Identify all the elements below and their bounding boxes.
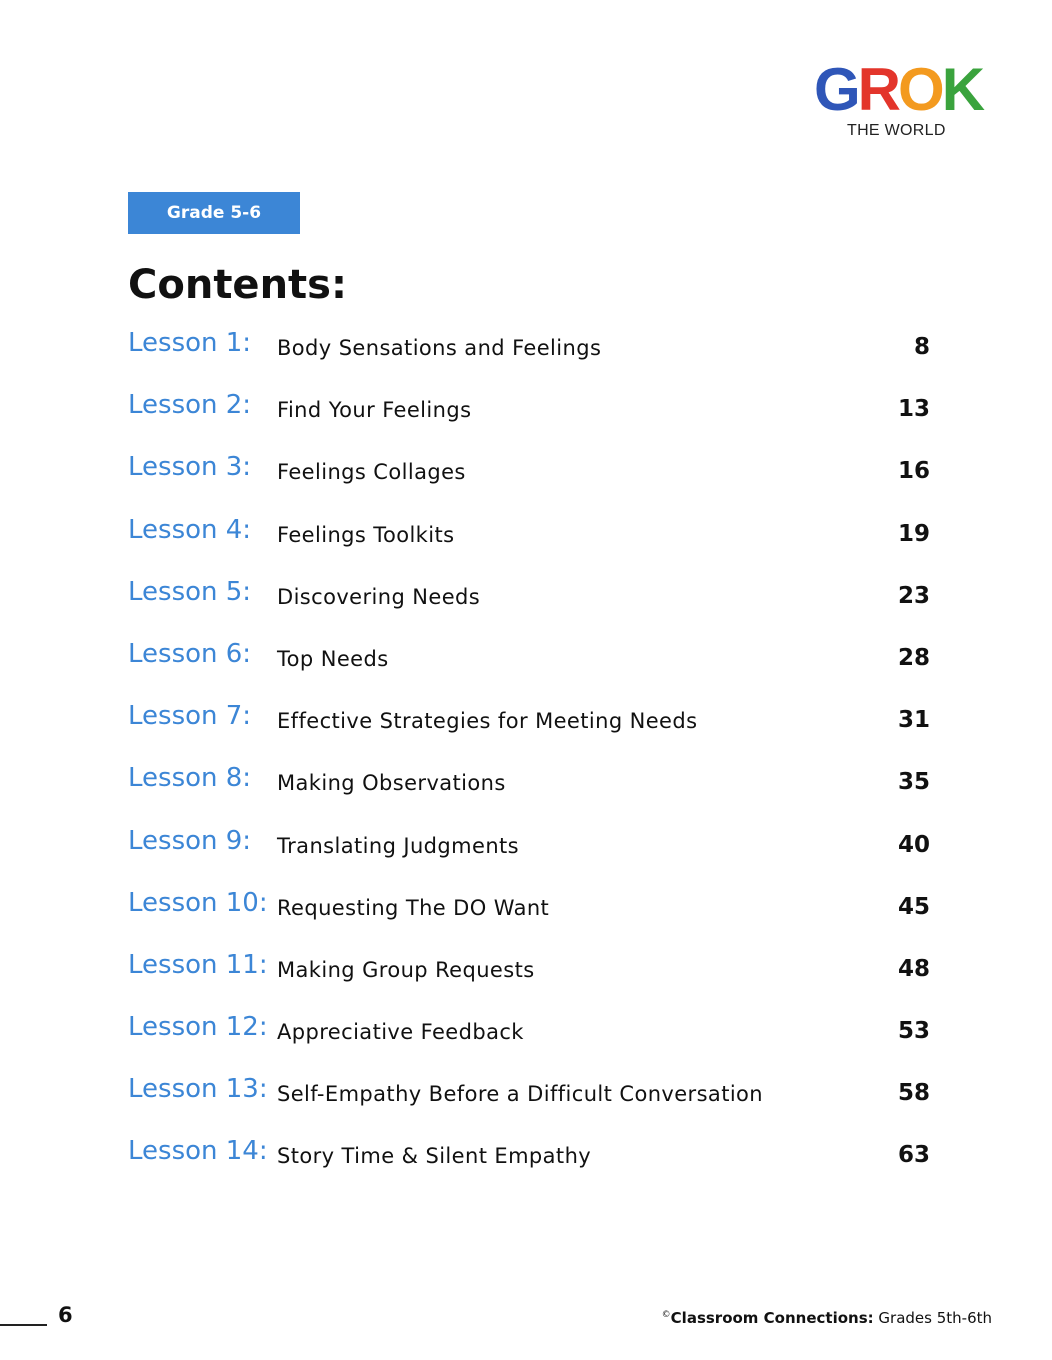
lesson-label: Lesson 4: [128, 514, 252, 545]
toc-row [128, 946, 938, 1008]
toc-row [128, 386, 938, 448]
lesson-title: Making Group Requests [277, 957, 535, 982]
toc-row [128, 822, 938, 884]
logo-letter-o: O [898, 56, 942, 123]
logo-letter-r: R [857, 56, 899, 123]
lesson-page-number: 13 [897, 396, 930, 423]
lesson-label: Lesson 8: [128, 763, 252, 794]
lesson-label: Lesson 6: [128, 638, 252, 669]
toc-row [128, 759, 938, 821]
lesson-label: Lesson 14: [128, 1136, 268, 1167]
toc-row [128, 884, 938, 946]
toc-row [128, 573, 938, 635]
lesson-label: Lesson 13: [128, 1074, 268, 1105]
logo-wordmark [814, 56, 989, 123]
toc-row [128, 511, 938, 573]
grade-badge: Grade 5-6 [128, 192, 300, 234]
copyright-symbol: © [661, 1310, 671, 1320]
lesson-label: Lesson 2: [128, 390, 252, 421]
toc-row [128, 635, 938, 697]
lesson-label: Lesson 3: [128, 452, 252, 483]
toc-row [128, 448, 938, 510]
lesson-label: Lesson 11: [128, 949, 268, 980]
lesson-label: Lesson 9: [128, 825, 252, 856]
lesson-title: Self-Empathy Before a Difficult Conversation [277, 1082, 764, 1107]
lesson-label: Lesson 10: [128, 887, 268, 918]
lesson-title: Making Observations [277, 771, 506, 796]
lesson-title: Top Needs [277, 646, 389, 671]
lesson-page-number: 45 [897, 893, 930, 920]
lesson-title: Translating Judgments [277, 833, 520, 858]
lesson-page-number: 19 [897, 520, 930, 547]
grok-the-world-logo [814, 56, 989, 144]
toc-row [128, 1070, 938, 1132]
lesson-page-number: 48 [897, 955, 930, 982]
lesson-label: Lesson 12: [128, 1012, 268, 1043]
lesson-title: Find Your Feelings [277, 398, 472, 423]
lesson-title: Requesting The DO Want [277, 895, 550, 920]
lesson-page-number: 23 [897, 582, 930, 609]
lesson-label: Lesson 7: [128, 701, 252, 732]
page-title: Contents: [128, 262, 347, 308]
table-of-contents [128, 324, 938, 1195]
logo-letter-g: G [814, 56, 858, 123]
toc-row [128, 1008, 938, 1070]
footer-credit [662, 1309, 992, 1327]
lesson-page-number: 28 [897, 644, 930, 671]
logo-letter-k: K [941, 56, 983, 123]
lesson-page-number: 35 [897, 769, 930, 796]
toc-row [128, 324, 938, 386]
lesson-page-number: 53 [897, 1018, 930, 1045]
lesson-title: Feelings Toolkits [277, 522, 455, 547]
lesson-label: Lesson 1: [128, 328, 252, 358]
lesson-page-number: 40 [897, 831, 930, 858]
lesson-label: Lesson 5: [128, 576, 252, 607]
logo-tagline: THE WORLD [847, 122, 946, 139]
lesson-title: Story Time & Silent Empathy [277, 1144, 592, 1169]
grades-text: Grades 5th-6th [878, 1309, 992, 1327]
toc-row [128, 1132, 938, 1194]
footer-rule [0, 1324, 47, 1326]
lesson-title: Appreciative Feedback [277, 1020, 524, 1045]
lesson-title: Body Sensations and Feelings [277, 336, 602, 360]
lesson-page-number: 31 [897, 707, 930, 734]
lesson-title: Discovering Needs [277, 584, 481, 609]
publication-name: Classroom Connections: [670, 1309, 874, 1327]
lesson-page-number: 16 [897, 458, 930, 485]
toc-row [128, 697, 938, 759]
lesson-page-number: 63 [897, 1142, 930, 1169]
lesson-page-number: 8 [913, 334, 930, 360]
lesson-title: Feelings Collages [277, 460, 466, 485]
lesson-page-number: 58 [897, 1080, 930, 1107]
footer-page-number: 6 [58, 1303, 73, 1327]
lesson-title: Effective Strategies for Meeting Needs [277, 709, 698, 734]
